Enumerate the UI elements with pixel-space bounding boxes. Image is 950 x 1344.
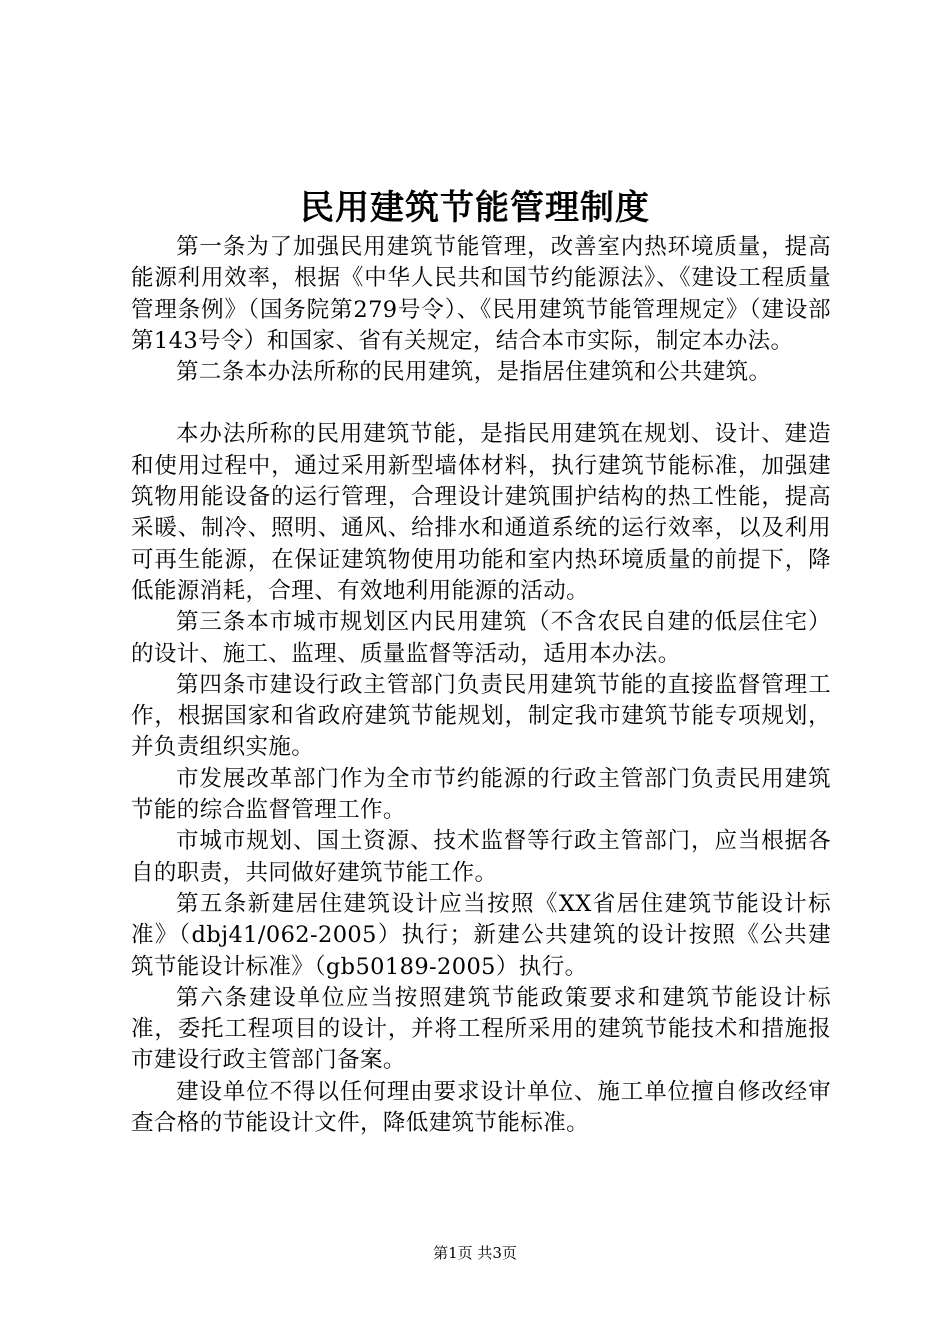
page-footer: 第1页 共3页 [433, 1244, 517, 1262]
paragraph-building-energy-definition: 本办法所称的民用建筑节能，是指民用建筑在规划、设计、建造和使用过程中，通过采用新型墙体材料，执行建筑节能标准，加强建筑物用能设备的运行管理，合理设计建筑围护结构的热工性能，提高采暖、制冷、照明、通风、给排水和通道系统的运行效率，以及利用可再生能源，在保证建筑物使用功能和室内热环境质量的前提下，降低能源消耗，合理、有效地利用能源的活动。 [131, 421, 831, 604]
paragraph-article-1: 第一条为了加强民用建筑节能管理，改善室内热环境质量，提高能源利用效率，根据《中华人民共和国节约能源法》、《建设工程质量管理条例》（国务院第279号令）、《民用建筑节能管理规定》（建设部第143号令）和国家、省有关规定，结合本市实际，制定本办法。 [131, 234, 831, 354]
document-body [131, 232, 831, 1139]
paragraph-article-2: 第二条本办法所称的民用建筑，是指居住建筑和公共建筑。 [176, 359, 772, 386]
paragraph-article-3: 第三条本市城市规划区内民用建筑（不含农民自建的低层住宅）的设计、施工、监理、质量监督等活动，适用本办法。 [131, 609, 831, 667]
document-title: 民用建筑节能管理制度 [300, 188, 650, 228]
paragraph-development-reform-dept: 市发展改革部门作为全市节约能源的行政主管部门负责民用建筑节能的综合监督管理工作。 [131, 765, 831, 824]
paragraph-article-4: 第四条市建设行政主管部门负责民用建筑节能的直接监督管理工作，根据国家和省政府建筑节能规划，制定我市建筑节能专项规划，并负责组织实施。 [131, 671, 831, 761]
paragraph-construction-unit-restriction: 建设单位不得以任何理由要求设计单位、施工单位擅自修改经审查合格的节能设计文件，降低建筑节能标准。 [131, 1078, 831, 1137]
paragraph-article-5: 第五条新建居住建筑设计应当按照《XX省居住建筑节能设计标准》（dbj41/062-2005）执行；新建公共建筑的设计按照《公共建筑节能设计标准》（gb50189-2005）执行。 [131, 890, 831, 980]
paragraph-article-6: 第六条建设单位应当按照建筑节能政策要求和建筑节能设计标准，委托工程项目的设计，并将工程所采用的建筑节能技术和措施报市建设行政主管部门备案。 [131, 984, 831, 1074]
paragraph-related-departments: 市城市规划、国土资源、技术监督等行政主管部门，应当根据各自的职责，共同做好建筑节能工作。 [131, 828, 831, 886]
